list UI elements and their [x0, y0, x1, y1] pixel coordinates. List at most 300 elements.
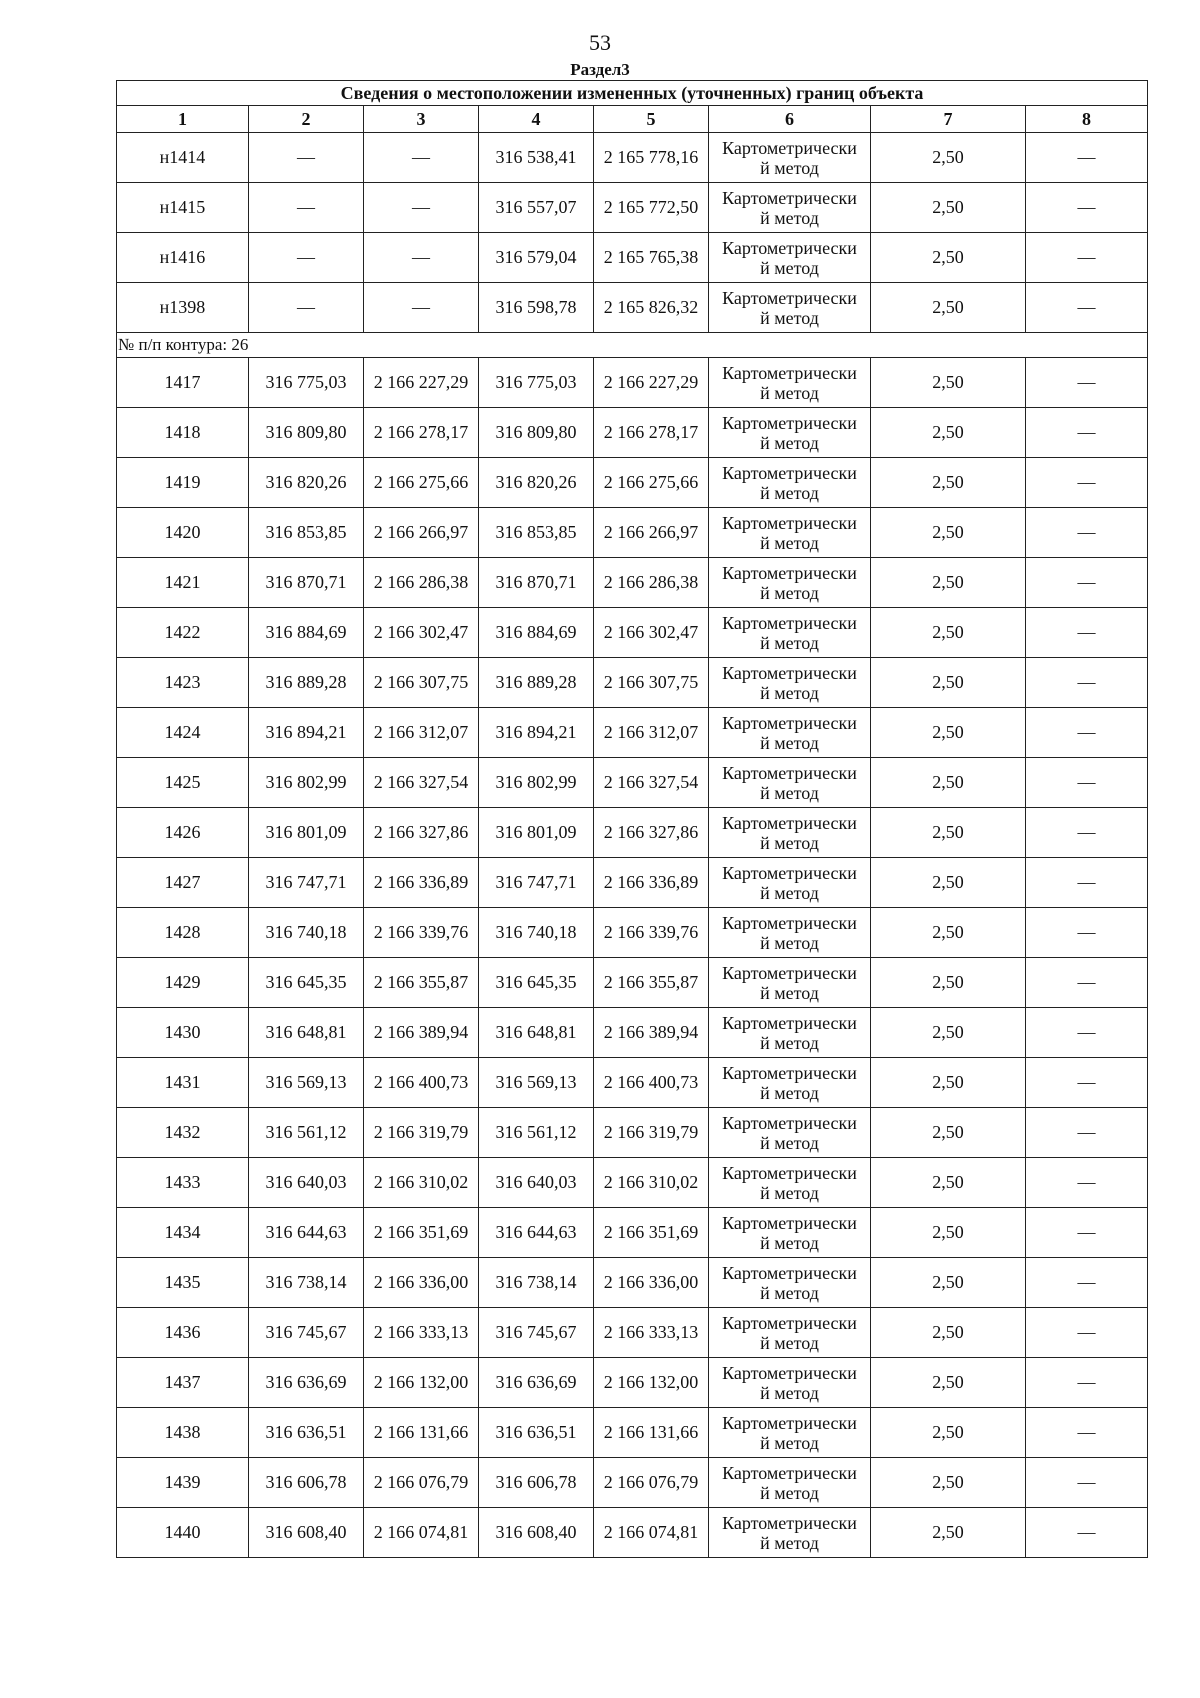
point-id-cell: н1414: [117, 133, 249, 183]
description-cell: —: [1026, 358, 1148, 408]
point-id-cell: 1420: [117, 508, 249, 558]
old-x-cell: 316 894,21: [249, 708, 364, 758]
method-line-1: Картометрически: [722, 462, 857, 483]
new-y-cell: 2 166 336,00: [594, 1258, 709, 1308]
method-line-2: й метод: [760, 1482, 819, 1503]
point-id-cell: 1418: [117, 408, 249, 458]
method-line-2: й метод: [760, 1532, 819, 1553]
new-y-cell: 2 165 778,16: [594, 133, 709, 183]
old-y-cell: 2 166 327,54: [364, 758, 479, 808]
old-x-cell: 316 802,99: [249, 758, 364, 808]
method-line-2: й метод: [760, 1232, 819, 1253]
accuracy-cell: 2,50: [871, 1158, 1026, 1208]
table-row: [117, 858, 1148, 908]
page-number: 53: [589, 30, 611, 55]
description-cell: —: [1026, 1458, 1148, 1508]
description-cell: —: [1026, 133, 1148, 183]
new-y-cell: 2 166 302,47: [594, 608, 709, 658]
method-cell: [709, 558, 871, 608]
method-line-1: Картометрически: [722, 1012, 857, 1033]
point-id-cell: 1432: [117, 1108, 249, 1158]
method-line-1: Картометрически: [722, 137, 857, 158]
accuracy-cell: 2,50: [871, 758, 1026, 808]
description-cell: —: [1026, 558, 1148, 608]
new-x-cell: 316 889,28: [479, 658, 594, 708]
old-x-cell: 316 809,80: [249, 408, 364, 458]
new-y-cell: 2 166 307,75: [594, 658, 709, 708]
method-line-1: Картометрически: [722, 512, 857, 533]
method-cell: [709, 958, 871, 1008]
new-y-cell: 2 165 826,32: [594, 283, 709, 333]
method-cell: [709, 1308, 871, 1358]
description-cell: —: [1026, 458, 1148, 508]
old-x-cell: 316 870,71: [249, 558, 364, 608]
table-row: [117, 908, 1148, 958]
point-id-cell: 1421: [117, 558, 249, 608]
old-y-cell: 2 166 336,89: [364, 858, 479, 908]
old-x-cell: 316 644,63: [249, 1208, 364, 1258]
new-y-cell: 2 166 319,79: [594, 1108, 709, 1158]
accuracy-cell: 2,50: [871, 608, 1026, 658]
new-x-cell: 316 884,69: [479, 608, 594, 658]
method-line-2: й метод: [760, 982, 819, 1003]
accuracy-cell: 2,50: [871, 1408, 1026, 1458]
new-x-cell: 316 775,03: [479, 358, 594, 408]
new-x-cell: 316 738,14: [479, 1258, 594, 1308]
old-x-cell: 316 608,40: [249, 1508, 364, 1558]
description-cell: —: [1026, 758, 1148, 808]
method-cell: [709, 1158, 871, 1208]
method-line-1: Картометрически: [722, 1262, 857, 1283]
table-row: [117, 233, 1148, 283]
accuracy-cell: 2,50: [871, 658, 1026, 708]
accuracy-cell: 2,50: [871, 958, 1026, 1008]
accuracy-cell: 2,50: [871, 808, 1026, 858]
method-line-2: й метод: [760, 682, 819, 703]
method-line-1: Картометрически: [722, 287, 857, 308]
description-cell: —: [1026, 1308, 1148, 1358]
method-line-2: й метод: [760, 207, 819, 228]
old-x-cell: 316 747,71: [249, 858, 364, 908]
old-y-cell: 2 166 310,02: [364, 1158, 479, 1208]
method-line-1: Картометрически: [722, 1212, 857, 1233]
new-x-cell: 316 608,40: [479, 1508, 594, 1558]
method-line-2: й метод: [760, 307, 819, 328]
point-id-cell: 1419: [117, 458, 249, 508]
method-cell: [709, 758, 871, 808]
accuracy-cell: 2,50: [871, 183, 1026, 233]
column-number-5: 5: [594, 106, 709, 133]
new-y-cell: 2 165 765,38: [594, 233, 709, 283]
new-x-cell: 316 870,71: [479, 558, 594, 608]
point-id-cell: 1417: [117, 358, 249, 408]
method-cell: [709, 358, 871, 408]
method-cell: [709, 1058, 871, 1108]
method-cell: [709, 1008, 871, 1058]
new-x-cell: 316 557,07: [479, 183, 594, 233]
new-x-cell: 316 802,99: [479, 758, 594, 808]
description-cell: —: [1026, 1158, 1148, 1208]
table-row: [117, 558, 1148, 608]
method-cell: [709, 1258, 871, 1308]
accuracy-cell: 2,50: [871, 408, 1026, 458]
point-id-cell: 1424: [117, 708, 249, 758]
old-y-cell: —: [364, 283, 479, 333]
new-x-cell: 316 579,04: [479, 233, 594, 283]
description-cell: —: [1026, 808, 1148, 858]
method-line-2: й метод: [760, 782, 819, 803]
method-line-2: й метод: [760, 157, 819, 178]
old-x-cell: 316 889,28: [249, 658, 364, 708]
method-line-1: Картометрически: [722, 862, 857, 883]
method-line-2: й метод: [760, 1282, 819, 1303]
old-y-cell: 2 166 227,29: [364, 358, 479, 408]
point-id-cell: 1433: [117, 1158, 249, 1208]
old-x-cell: 316 853,85: [249, 508, 364, 558]
new-y-cell: 2 166 339,76: [594, 908, 709, 958]
method-line-1: Картометрически: [722, 187, 857, 208]
point-id-cell: 1437: [117, 1358, 249, 1408]
new-y-cell: 2 166 336,89: [594, 858, 709, 908]
method-line-2: й метод: [760, 1132, 819, 1153]
new-x-cell: 316 598,78: [479, 283, 594, 333]
old-x-cell: 316 648,81: [249, 1008, 364, 1058]
new-x-cell: 316 745,67: [479, 1308, 594, 1358]
old-y-cell: 2 166 307,75: [364, 658, 479, 708]
column-number-3: 3: [364, 106, 479, 133]
old-x-cell: —: [249, 233, 364, 283]
accuracy-cell: 2,50: [871, 858, 1026, 908]
method-line-1: Картометрически: [722, 1412, 857, 1433]
new-x-cell: 316 645,35: [479, 958, 594, 1008]
point-id-cell: н1416: [117, 233, 249, 283]
method-line-2: й метод: [760, 632, 819, 653]
table-row: [117, 1008, 1148, 1058]
description-cell: —: [1026, 1058, 1148, 1108]
description-cell: —: [1026, 1008, 1148, 1058]
old-x-cell: 316 561,12: [249, 1108, 364, 1158]
method-line-1: Картометрически: [722, 912, 857, 933]
method-line-2: й метод: [760, 1082, 819, 1103]
column-number-4: 4: [479, 106, 594, 133]
table-row: [117, 1108, 1148, 1158]
new-x-cell: 316 636,51: [479, 1408, 594, 1458]
point-id-cell: 1434: [117, 1208, 249, 1258]
method-cell: [709, 1358, 871, 1408]
method-line-2: й метод: [760, 532, 819, 553]
method-line-1: Картометрически: [722, 1362, 857, 1383]
method-line-2: й метод: [760, 257, 819, 278]
contour-row: [117, 333, 1148, 358]
method-line-1: Картометрически: [722, 1312, 857, 1333]
old-x-cell: 316 745,67: [249, 1308, 364, 1358]
description-cell: —: [1026, 1108, 1148, 1158]
table-row: [117, 958, 1148, 1008]
point-id-cell: 1427: [117, 858, 249, 908]
method-cell: [709, 658, 871, 708]
old-y-cell: 2 166 302,47: [364, 608, 479, 658]
accuracy-cell: 2,50: [871, 358, 1026, 408]
old-y-cell: —: [364, 233, 479, 283]
point-id-cell: 1425: [117, 758, 249, 808]
point-id-cell: 1431: [117, 1058, 249, 1108]
new-x-cell: 316 561,12: [479, 1108, 594, 1158]
point-id-cell: 1423: [117, 658, 249, 708]
description-cell: —: [1026, 1508, 1148, 1558]
description-cell: —: [1026, 858, 1148, 908]
new-y-cell: 2 166 076,79: [594, 1458, 709, 1508]
description-cell: —: [1026, 1408, 1148, 1458]
column-number-1: 1: [117, 106, 249, 133]
method-cell: [709, 408, 871, 458]
point-id-cell: 1426: [117, 808, 249, 858]
old-y-cell: 2 166 327,86: [364, 808, 479, 858]
method-cell: [709, 1208, 871, 1258]
old-x-cell: 316 775,03: [249, 358, 364, 408]
method-line-1: Картометрически: [722, 612, 857, 633]
method-cell: [709, 1458, 871, 1508]
method-cell: [709, 508, 871, 558]
new-y-cell: 2 166 333,13: [594, 1308, 709, 1358]
old-y-cell: 2 166 319,79: [364, 1108, 479, 1158]
table-row: [117, 358, 1148, 408]
old-y-cell: 2 166 351,69: [364, 1208, 479, 1258]
new-x-cell: 316 747,71: [479, 858, 594, 908]
old-y-cell: 2 166 275,66: [364, 458, 479, 508]
method-line-1: Картометрически: [722, 812, 857, 833]
point-id-cell: н1398: [117, 283, 249, 333]
accuracy-cell: 2,50: [871, 1108, 1026, 1158]
method-line-2: й метод: [760, 932, 819, 953]
table-row: [117, 133, 1148, 183]
point-id-cell: 1428: [117, 908, 249, 958]
old-x-cell: 316 820,26: [249, 458, 364, 508]
new-y-cell: 2 166 327,54: [594, 758, 709, 808]
description-cell: —: [1026, 1358, 1148, 1408]
new-y-cell: 2 166 275,66: [594, 458, 709, 508]
accuracy-cell: 2,50: [871, 1258, 1026, 1308]
accuracy-cell: 2,50: [871, 558, 1026, 608]
accuracy-cell: 2,50: [871, 458, 1026, 508]
method-line-2: й метод: [760, 832, 819, 853]
old-x-cell: 316 636,69: [249, 1358, 364, 1408]
method-cell: [709, 608, 871, 658]
old-x-cell: 316 884,69: [249, 608, 364, 658]
new-x-cell: 316 569,13: [479, 1058, 594, 1108]
column-number-row: [117, 106, 1148, 133]
table-row: [117, 1408, 1148, 1458]
table-row: [117, 658, 1148, 708]
accuracy-cell: 2,50: [871, 233, 1026, 283]
method-line-2: й метод: [760, 1332, 819, 1353]
accuracy-cell: 2,50: [871, 133, 1026, 183]
method-line-1: Картометрически: [722, 1112, 857, 1133]
method-line-2: й метод: [760, 1032, 819, 1053]
accuracy-cell: 2,50: [871, 508, 1026, 558]
description-cell: —: [1026, 658, 1148, 708]
old-y-cell: 2 166 389,94: [364, 1008, 479, 1058]
table-caption: Сведения о местоположении измененных (уточненных) границ объекта: [117, 81, 1148, 106]
accuracy-cell: 2,50: [871, 1208, 1026, 1258]
old-x-cell: 316 606,78: [249, 1458, 364, 1508]
old-y-cell: —: [364, 133, 479, 183]
new-y-cell: 2 166 351,69: [594, 1208, 709, 1258]
new-y-cell: 2 166 131,66: [594, 1408, 709, 1458]
old-y-cell: 2 166 336,00: [364, 1258, 479, 1308]
old-y-cell: 2 166 312,07: [364, 708, 479, 758]
boundary-coordinates-table: [116, 80, 1148, 1558]
old-y-cell: 2 166 400,73: [364, 1058, 479, 1108]
old-y-cell: 2 166 355,87: [364, 958, 479, 1008]
new-y-cell: 2 166 389,94: [594, 1008, 709, 1058]
accuracy-cell: 2,50: [871, 708, 1026, 758]
old-y-cell: 2 166 076,79: [364, 1458, 479, 1508]
old-y-cell: 2 166 286,38: [364, 558, 479, 608]
description-cell: —: [1026, 1258, 1148, 1308]
table-row: [117, 458, 1148, 508]
old-y-cell: 2 166 278,17: [364, 408, 479, 458]
method-line-1: Картометрически: [722, 412, 857, 433]
old-y-cell: 2 166 266,97: [364, 508, 479, 558]
old-y-cell: —: [364, 183, 479, 233]
description-cell: —: [1026, 1208, 1148, 1258]
table-row: [117, 1208, 1148, 1258]
old-y-cell: 2 166 333,13: [364, 1308, 479, 1358]
old-x-cell: 316 569,13: [249, 1058, 364, 1108]
method-cell: [709, 133, 871, 183]
table-row: [117, 183, 1148, 233]
old-x-cell: 316 636,51: [249, 1408, 364, 1458]
method-line-1: Картометрически: [722, 562, 857, 583]
old-x-cell: —: [249, 133, 364, 183]
method-line-2: й метод: [760, 582, 819, 603]
old-x-cell: 316 645,35: [249, 958, 364, 1008]
new-y-cell: 2 166 355,87: [594, 958, 709, 1008]
method-line-2: й метод: [760, 432, 819, 453]
method-cell: [709, 458, 871, 508]
new-y-cell: 2 166 312,07: [594, 708, 709, 758]
point-id-cell: 1439: [117, 1458, 249, 1508]
method-cell: [709, 1508, 871, 1558]
description-cell: —: [1026, 233, 1148, 283]
method-line-1: Картометрически: [722, 1462, 857, 1483]
method-cell: [709, 808, 871, 858]
column-number-2: 2: [249, 106, 364, 133]
old-y-cell: 2 166 131,66: [364, 1408, 479, 1458]
new-y-cell: 2 166 227,29: [594, 358, 709, 408]
accuracy-cell: 2,50: [871, 1058, 1026, 1108]
new-y-cell: 2 166 310,02: [594, 1158, 709, 1208]
description-cell: —: [1026, 958, 1148, 1008]
method-line-1: Картометрически: [722, 662, 857, 683]
method-line-2: й метод: [760, 1432, 819, 1453]
method-line-2: й метод: [760, 482, 819, 503]
accuracy-cell: 2,50: [871, 1358, 1026, 1408]
table-row: [117, 1058, 1148, 1108]
new-x-cell: 316 740,18: [479, 908, 594, 958]
point-id-cell: 1440: [117, 1508, 249, 1558]
accuracy-cell: 2,50: [871, 1308, 1026, 1358]
new-x-cell: 316 801,09: [479, 808, 594, 858]
old-y-cell: 2 166 339,76: [364, 908, 479, 958]
table-row: [117, 608, 1148, 658]
column-number-6: 6: [709, 106, 871, 133]
description-cell: —: [1026, 183, 1148, 233]
table-body: [117, 133, 1148, 1558]
new-y-cell: 2 166 327,86: [594, 808, 709, 858]
method-line-1: Картометрически: [722, 962, 857, 983]
new-y-cell: 2 166 278,17: [594, 408, 709, 458]
table-row: [117, 1158, 1148, 1208]
old-x-cell: 316 740,18: [249, 908, 364, 958]
old-x-cell: 316 801,09: [249, 808, 364, 858]
table-row: [117, 408, 1148, 458]
point-id-cell: 1422: [117, 608, 249, 658]
table-row: [117, 808, 1148, 858]
method-line-1: Картометрически: [722, 1512, 857, 1533]
column-number-7: 7: [871, 106, 1026, 133]
accuracy-cell: 2,50: [871, 1508, 1026, 1558]
description-cell: —: [1026, 283, 1148, 333]
contour-label: № п/п контура: 26: [117, 333, 1148, 358]
description-cell: —: [1026, 708, 1148, 758]
accuracy-cell: 2,50: [871, 1458, 1026, 1508]
new-x-cell: 316 820,26: [479, 458, 594, 508]
new-y-cell: 2 165 772,50: [594, 183, 709, 233]
new-y-cell: 2 166 074,81: [594, 1508, 709, 1558]
accuracy-cell: 2,50: [871, 1008, 1026, 1058]
method-line-1: Картометрически: [722, 712, 857, 733]
point-id-cell: 1430: [117, 1008, 249, 1058]
new-y-cell: 2 166 266,97: [594, 508, 709, 558]
point-id-cell: 1435: [117, 1258, 249, 1308]
method-line-1: Картометрически: [722, 1162, 857, 1183]
table-row: [117, 1458, 1148, 1508]
method-cell: [709, 908, 871, 958]
point-id-cell: 1429: [117, 958, 249, 1008]
table-row: [117, 708, 1148, 758]
method-line-2: й метод: [760, 732, 819, 753]
old-y-cell: 2 166 132,00: [364, 1358, 479, 1408]
description-cell: —: [1026, 508, 1148, 558]
method-line-2: й метод: [760, 1382, 819, 1403]
new-x-cell: 316 894,21: [479, 708, 594, 758]
new-x-cell: 316 644,63: [479, 1208, 594, 1258]
point-id-cell: 1438: [117, 1408, 249, 1458]
method-line-1: Картометрически: [722, 1062, 857, 1083]
new-x-cell: 316 809,80: [479, 408, 594, 458]
new-y-cell: 2 166 132,00: [594, 1358, 709, 1408]
method-line-1: Картометрически: [722, 762, 857, 783]
column-number-8: 8: [1026, 106, 1148, 133]
method-cell: [709, 183, 871, 233]
table-row: [117, 1508, 1148, 1558]
point-id-cell: н1415: [117, 183, 249, 233]
method-line-2: й метод: [760, 382, 819, 403]
old-y-cell: 2 166 074,81: [364, 1508, 479, 1558]
method-cell: [709, 1408, 871, 1458]
table-row: [117, 508, 1148, 558]
method-cell: [709, 708, 871, 758]
description-cell: —: [1026, 608, 1148, 658]
accuracy-cell: 2,50: [871, 908, 1026, 958]
new-x-cell: 316 853,85: [479, 508, 594, 558]
table-row: [117, 1358, 1148, 1408]
old-x-cell: 316 738,14: [249, 1258, 364, 1308]
old-x-cell: —: [249, 183, 364, 233]
old-x-cell: —: [249, 283, 364, 333]
point-id-cell: 1436: [117, 1308, 249, 1358]
